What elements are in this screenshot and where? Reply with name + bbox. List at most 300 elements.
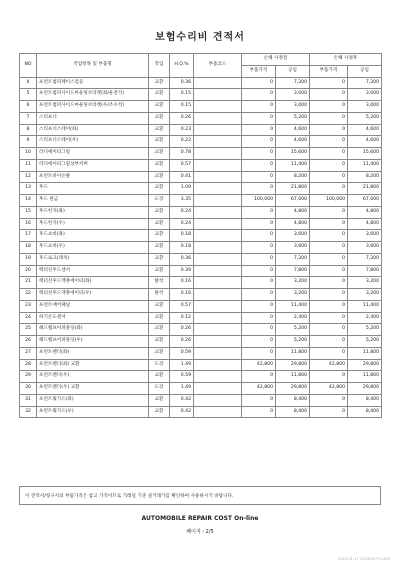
- print-timestamp: 2013-01-17 13:36:54 PC1405: [338, 557, 390, 561]
- cell-item-name: 하기온도센서: [37, 312, 149, 324]
- cell-hq: 0.42: [170, 406, 194, 418]
- cell-no: 22: [20, 289, 37, 301]
- cell-item-name: 스티프너스테이(우): [37, 136, 149, 148]
- cell-work-type: 도장: [149, 359, 170, 371]
- cell-before-labor: 11,400: [276, 300, 310, 312]
- cell-hq: 0.26: [170, 324, 194, 336]
- cell-no: 21: [20, 277, 37, 289]
- cell-after-parts: 0: [310, 277, 348, 289]
- disclaimer-note: 이 견적서/청구서의 부품가격은 참고 가격이므로 거래일 기준 실거래가를 확인하여 사용하시기 바랍니다.: [19, 486, 381, 505]
- cell-no: 9: [20, 136, 37, 148]
- cell-hq: 0.36: [170, 77, 194, 89]
- cell-no: 29: [20, 371, 37, 383]
- cell-part-code: [194, 195, 242, 207]
- table-row: [20, 124, 382, 136]
- cell-item-name: 라디에이터그릴상부커버: [37, 159, 149, 171]
- cell-before-labor: 4,600: [276, 124, 310, 136]
- cell-before-parts: 0: [242, 124, 276, 136]
- cell-before-labor: 5,200: [276, 324, 310, 336]
- table-row: [20, 101, 382, 113]
- cell-after-parts: 0: [310, 347, 348, 359]
- cell-no: 18: [20, 242, 37, 254]
- cell-before-parts: 100,000: [242, 195, 276, 207]
- cell-after-labor: 3,000: [348, 101, 382, 113]
- cell-part-code: [194, 124, 242, 136]
- cell-after-labor: 11,800: [348, 347, 382, 359]
- cell-before-labor: 29,800: [276, 383, 310, 395]
- cell-before-parts: 0: [242, 101, 276, 113]
- cell-no: 32: [20, 406, 37, 418]
- cell-hq: 0.59: [170, 371, 194, 383]
- cell-before-parts: 0: [242, 265, 276, 277]
- cell-hq: 0.42: [170, 394, 194, 406]
- cell-before-parts: 0: [242, 371, 276, 383]
- cell-before-parts: 0: [242, 183, 276, 195]
- cell-hq: 0.57: [170, 159, 194, 171]
- cell-no: 16: [20, 218, 37, 230]
- cell-work-type: 교환: [149, 112, 170, 124]
- cell-before-labor: 15,600: [276, 148, 310, 160]
- cell-item-name: 후드힌지(좌): [37, 206, 149, 218]
- cell-item-name: 스티프너: [37, 112, 149, 124]
- cell-after-parts: 0: [310, 171, 348, 183]
- cell-after-labor: 4,600: [348, 124, 382, 136]
- cell-before-parts: 0: [242, 77, 276, 89]
- cell-item-name: 프런트휠가드(좌): [37, 394, 149, 406]
- cell-after-labor: 29,800: [348, 383, 382, 395]
- cell-before-parts: 0: [242, 253, 276, 265]
- cell-work-type: 교환: [149, 406, 170, 418]
- table-row: [20, 195, 382, 207]
- cell-hq: 0.12: [170, 312, 194, 324]
- cell-before-parts: 0: [242, 336, 276, 348]
- cell-work-type: 교환: [149, 253, 170, 265]
- cell-item-name: 프런트범퍼사이드마운팅브라켓(우/조수석): [37, 101, 149, 113]
- table-row: [20, 300, 382, 312]
- cell-hq: 1.49: [170, 359, 194, 371]
- col-no-header: NO: [20, 54, 37, 78]
- table-row: [20, 359, 382, 371]
- cell-part-code: [194, 136, 242, 148]
- cell-no: 5: [20, 89, 37, 101]
- cell-hq: 0.39: [170, 265, 194, 277]
- cell-before-parts: 42,800: [242, 359, 276, 371]
- table-row: [20, 77, 382, 89]
- cell-hq: 0.41: [170, 171, 194, 183]
- cell-after-labor: 7,200: [348, 253, 382, 265]
- table-row: [20, 230, 382, 242]
- cell-work-type: 도장: [149, 383, 170, 395]
- table-row: [20, 383, 382, 395]
- cell-after-labor: 21,800: [348, 183, 382, 195]
- cell-hq: 0.15: [170, 89, 194, 101]
- col-before-header: 손해 사정전: [242, 54, 310, 66]
- cell-no: 31: [20, 394, 37, 406]
- cell-work-type: 도장: [149, 195, 170, 207]
- cell-item-name: 헤드램프어퍼몰딩(좌): [37, 324, 149, 336]
- cell-before-labor: 3,200: [276, 289, 310, 301]
- cell-hq: 0.16: [170, 277, 194, 289]
- cell-after-labor: 15,600: [348, 148, 382, 160]
- cell-part-code: [194, 159, 242, 171]
- cell-before-labor: 11,800: [276, 347, 310, 359]
- document-title: 보험수리비 견적서: [155, 32, 245, 43]
- cell-after-labor: 5,200: [348, 324, 382, 336]
- cell-work-type: 교환: [149, 394, 170, 406]
- table-row: [20, 183, 382, 195]
- table-row: [20, 136, 382, 148]
- cell-before-parts: 0: [242, 347, 276, 359]
- cell-hq: 0.26: [170, 336, 194, 348]
- cell-item-name: 렉터선후드센서: [37, 265, 149, 277]
- cell-hq: 3.35: [170, 195, 194, 207]
- cell-after-labor: 3,000: [348, 89, 382, 101]
- footer-title: AUTOMOBILE REPAIR COST On-line: [141, 515, 259, 522]
- cell-part-code: [194, 347, 242, 359]
- cell-after-parts: 0: [310, 218, 348, 230]
- cell-after-labor: 4,800: [348, 218, 382, 230]
- cell-work-type: 교환: [149, 218, 170, 230]
- cell-work-type: 교환: [149, 336, 170, 348]
- cell-part-code: [194, 89, 242, 101]
- cell-after-parts: 0: [310, 136, 348, 148]
- cell-part-code: [194, 289, 242, 301]
- cell-part-code: [194, 265, 242, 277]
- table-row: [20, 394, 382, 406]
- cell-after-parts: 0: [310, 324, 348, 336]
- cell-before-labor: 67,000: [276, 195, 310, 207]
- cell-no: 30: [20, 383, 37, 395]
- cell-work-type: 교환: [149, 312, 170, 324]
- cell-part-code: [194, 406, 242, 418]
- cell-item-name: 후드쇼바(우): [37, 242, 149, 254]
- cell-work-type: 교환: [149, 77, 170, 89]
- cell-before-labor: 8,200: [276, 171, 310, 183]
- cell-item-name: 프런트에어패널: [37, 300, 149, 312]
- cell-before-parts: 0: [242, 300, 276, 312]
- cell-after-labor: 11,400: [348, 300, 382, 312]
- cell-work-type: 교환: [149, 300, 170, 312]
- cell-after-parts: 0: [310, 371, 348, 383]
- cell-before-labor: 7,200: [276, 77, 310, 89]
- cell-after-parts: 0: [310, 289, 348, 301]
- cell-hq: 0.78: [170, 148, 194, 160]
- cell-before-labor: 5,200: [276, 112, 310, 124]
- cell-before-parts: 0: [242, 136, 276, 148]
- cell-work-type: 교환: [149, 89, 170, 101]
- table-row: [20, 218, 382, 230]
- table-row: [20, 277, 382, 289]
- cell-before-labor: 3,600: [276, 230, 310, 242]
- cell-work-type: 교환: [149, 101, 170, 113]
- cell-after-labor: 7,200: [348, 77, 382, 89]
- table-row: [20, 406, 382, 418]
- cell-item-name: 렉터선후드액츄에이터(우): [37, 289, 149, 301]
- cell-before-labor: 3,200: [276, 277, 310, 289]
- cell-hq: 0.23: [170, 124, 194, 136]
- col-work-header: 작업: [149, 54, 170, 78]
- cell-after-parts: 100,000: [310, 195, 348, 207]
- cell-before-labor: 8,400: [276, 406, 310, 418]
- cell-no: 27: [20, 347, 37, 359]
- cell-after-parts: 0: [310, 253, 348, 265]
- cell-work-type: 탈착: [149, 289, 170, 301]
- cell-part-code: [194, 218, 242, 230]
- cell-work-type: 교환: [149, 206, 170, 218]
- cell-no: 10: [20, 148, 37, 160]
- cell-part-code: [194, 336, 242, 348]
- cell-before-labor: 3,000: [276, 89, 310, 101]
- cell-after-parts: 0: [310, 265, 348, 277]
- cell-after-parts: 0: [310, 394, 348, 406]
- cell-before-labor: 11,400: [276, 159, 310, 171]
- cell-part-code: [194, 371, 242, 383]
- cell-before-parts: 42,800: [242, 383, 276, 395]
- cell-before-labor: 4,800: [276, 206, 310, 218]
- cell-work-type: 교환: [149, 324, 170, 336]
- cell-after-parts: 0: [310, 183, 348, 195]
- table-row: [20, 324, 382, 336]
- cell-item-name: 프런트바이온클: [37, 171, 149, 183]
- cell-item-name: 프런트휠가드(우): [37, 406, 149, 418]
- cell-after-parts: 0: [310, 312, 348, 324]
- cell-before-parts: 0: [242, 394, 276, 406]
- cell-after-parts: 0: [310, 101, 348, 113]
- col-before-labor-header: 공임: [276, 65, 310, 77]
- cell-after-labor: 8,400: [348, 394, 382, 406]
- cell-before-labor: 3,600: [276, 242, 310, 254]
- cell-before-labor: 2,400: [276, 312, 310, 324]
- cell-hq: 0.16: [170, 289, 194, 301]
- table-row: [20, 371, 382, 383]
- cell-no: 20: [20, 265, 37, 277]
- estimate-table: [19, 53, 382, 418]
- cell-item-name: 프런트펜더(우) 교환: [37, 383, 149, 395]
- cell-work-type: 교환: [149, 371, 170, 383]
- cell-item-name: 프런트펜더(우): [37, 371, 149, 383]
- cell-after-labor: 11,800: [348, 371, 382, 383]
- cell-hq: 1.49: [170, 383, 194, 395]
- cell-work-type: 교환: [149, 242, 170, 254]
- cell-before-parts: 0: [242, 324, 276, 336]
- cell-after-parts: 0: [310, 230, 348, 242]
- table-row: [20, 347, 382, 359]
- cell-work-type: 교환: [149, 265, 170, 277]
- cell-part-code: [194, 206, 242, 218]
- cell-item-name: 프런트범퍼페이스컴등: [37, 77, 149, 89]
- table-row: [20, 265, 382, 277]
- cell-after-labor: 29,800: [348, 359, 382, 371]
- cell-before-parts: 0: [242, 289, 276, 301]
- col-after-header: 손해 사정후: [310, 54, 382, 66]
- cell-part-code: [194, 101, 242, 113]
- table-row: [20, 148, 382, 160]
- cell-part-code: [194, 242, 242, 254]
- table-row: [20, 89, 382, 101]
- table-row: [20, 112, 382, 124]
- header-row-1: [20, 54, 382, 66]
- cell-before-parts: 0: [242, 242, 276, 254]
- cell-work-type: 교환: [149, 171, 170, 183]
- cell-after-labor: 3,600: [348, 230, 382, 242]
- cell-no: 28: [20, 359, 37, 371]
- cell-before-labor: 21,800: [276, 183, 310, 195]
- table-row: [20, 253, 382, 265]
- cell-before-labor: 4,800: [276, 218, 310, 230]
- cell-after-parts: 0: [310, 336, 348, 348]
- cell-work-type: 교환: [149, 159, 170, 171]
- cell-after-parts: 0: [310, 300, 348, 312]
- cell-work-type: 탈착: [149, 277, 170, 289]
- cell-before-labor: 5,200: [276, 336, 310, 348]
- table-row: [20, 242, 382, 254]
- cell-after-labor: 3,200: [348, 289, 382, 301]
- cell-after-parts: 0: [310, 124, 348, 136]
- cell-hq: 0.18: [170, 230, 194, 242]
- cell-no: 12: [20, 171, 37, 183]
- cell-after-labor: 8,400: [348, 406, 382, 418]
- cell-part-code: [194, 394, 242, 406]
- cell-before-labor: 7,800: [276, 265, 310, 277]
- cell-before-labor: 3,000: [276, 101, 310, 113]
- cell-hq: 1.09: [170, 183, 194, 195]
- table-row: [20, 312, 382, 324]
- cell-part-code: [194, 171, 242, 183]
- cell-after-parts: 0: [310, 206, 348, 218]
- cell-after-labor: 2,400: [348, 312, 382, 324]
- cell-before-parts: 0: [242, 148, 276, 160]
- cell-hq: 0.24: [170, 206, 194, 218]
- cell-after-labor: 67,000: [348, 195, 382, 207]
- cell-hq: 0.15: [170, 101, 194, 113]
- cell-before-parts: 0: [242, 312, 276, 324]
- cell-before-parts: 0: [242, 406, 276, 418]
- cell-no: 13: [20, 183, 37, 195]
- cell-part-code: [194, 277, 242, 289]
- cell-no: 23: [20, 300, 37, 312]
- cell-before-labor: 29,800: [276, 359, 310, 371]
- cell-no: 17: [20, 230, 37, 242]
- cell-work-type: 교환: [149, 124, 170, 136]
- cell-no: 19: [20, 253, 37, 265]
- cell-item-name: 렉터선후드액츄에이터(좌): [37, 277, 149, 289]
- cell-item-name: 프런트범퍼사이드마운팅브라켓(좌/운전석): [37, 89, 149, 101]
- cell-after-labor: 7,800: [348, 265, 382, 277]
- cell-item-name: 스티프너스테이(좌): [37, 124, 149, 136]
- cell-part-code: [194, 148, 242, 160]
- cell-part-code: [194, 300, 242, 312]
- table-row: [20, 171, 382, 183]
- cell-after-labor: 3,200: [348, 277, 382, 289]
- cell-before-labor: 11,800: [276, 371, 310, 383]
- cell-part-code: [194, 383, 242, 395]
- cell-before-labor: 8,400: [276, 394, 310, 406]
- cell-part-code: [194, 359, 242, 371]
- cell-hq: 0.22: [170, 136, 194, 148]
- cell-item-name: 프런트펜더(좌) 교환: [37, 359, 149, 371]
- cell-after-labor: 8,200: [348, 171, 382, 183]
- cell-hq: 0.26: [170, 112, 194, 124]
- cell-work-type: 교환: [149, 136, 170, 148]
- cell-after-parts: 0: [310, 242, 348, 254]
- cell-after-labor: 4,600: [348, 136, 382, 148]
- cell-part-code: [194, 112, 242, 124]
- cell-after-labor: 4,800: [348, 206, 382, 218]
- cell-no: 11: [20, 159, 37, 171]
- cell-before-labor: 7,200: [276, 253, 310, 265]
- cell-before-parts: 0: [242, 230, 276, 242]
- cell-before-labor: 4,600: [276, 136, 310, 148]
- cell-before-parts: 0: [242, 159, 276, 171]
- cell-item-name: 후드로크(래치): [37, 253, 149, 265]
- cell-item-name: 후드: [37, 183, 149, 195]
- col-item-header: 작업항목 및 부품명: [37, 54, 149, 78]
- cell-item-name: 라디에이터그릴: [37, 148, 149, 160]
- cell-before-parts: 0: [242, 171, 276, 183]
- cell-work-type: 교환: [149, 148, 170, 160]
- cell-part-code: [194, 77, 242, 89]
- cell-hq: 0.24: [170, 218, 194, 230]
- cell-item-name: 프런트펜더(좌): [37, 347, 149, 359]
- table-row: [20, 159, 382, 171]
- cell-after-labor: 3,600: [348, 242, 382, 254]
- cell-part-code: [194, 312, 242, 324]
- cell-item-name: 후드힌지(우): [37, 218, 149, 230]
- cell-before-parts: 0: [242, 89, 276, 101]
- cell-no: 15: [20, 206, 37, 218]
- cell-before-parts: 0: [242, 206, 276, 218]
- cell-no: 4: [20, 77, 37, 89]
- cell-part-code: [194, 183, 242, 195]
- col-code-header: 부품코드: [194, 54, 242, 78]
- cell-before-parts: 0: [242, 277, 276, 289]
- cell-after-labor: 11,400: [348, 159, 382, 171]
- table-row: [20, 289, 382, 301]
- cell-work-type: 교환: [149, 347, 170, 359]
- cell-no: 24: [20, 312, 37, 324]
- cell-part-code: [194, 253, 242, 265]
- cell-no: 14: [20, 195, 37, 207]
- cell-after-labor: 5,200: [348, 112, 382, 124]
- cell-after-parts: 42,800: [310, 383, 348, 395]
- cell-after-parts: 0: [310, 148, 348, 160]
- cell-part-code: [194, 324, 242, 336]
- page-number: 페이지 : 2/5: [186, 529, 214, 535]
- cell-work-type: 교환: [149, 230, 170, 242]
- cell-after-parts: 0: [310, 112, 348, 124]
- col-hq-header: H.Q.%: [170, 54, 194, 78]
- cell-hq: 0.59: [170, 347, 194, 359]
- cell-after-parts: 0: [310, 159, 348, 171]
- cell-part-code: [194, 230, 242, 242]
- table-row: [20, 336, 382, 348]
- cell-hq: 0.57: [170, 300, 194, 312]
- cell-item-name: 헤드램프어퍼몰딩(우): [37, 336, 149, 348]
- table-row: [20, 206, 382, 218]
- table-body: [20, 77, 382, 418]
- cell-before-parts: 0: [242, 112, 276, 124]
- col-after-parts-header: 부품가격: [310, 65, 348, 77]
- cell-after-parts: 42,800: [310, 359, 348, 371]
- cell-no: 26: [20, 336, 37, 348]
- cell-hq: 0.36: [170, 253, 194, 265]
- cell-item-name: 후드쇼바(좌): [37, 230, 149, 242]
- cell-after-labor: 5,200: [348, 336, 382, 348]
- cell-hq: 0.18: [170, 242, 194, 254]
- cell-work-type: 교환: [149, 183, 170, 195]
- cell-no: 25: [20, 324, 37, 336]
- cell-no: 6: [20, 101, 37, 113]
